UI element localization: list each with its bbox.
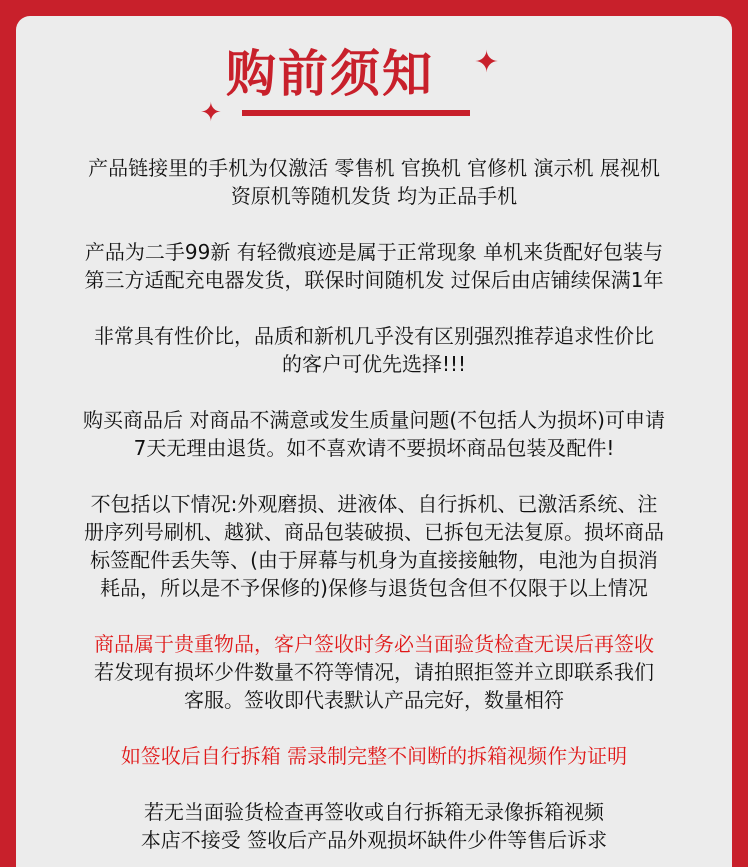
notice-section-returns xyxy=(29,406,719,462)
notice-line: 不包括以下情况:外观磨损、进液体、自行拆机、已激活系统、注 xyxy=(90,492,658,516)
notice-section-unboxing xyxy=(29,742,719,770)
notice-section-condition xyxy=(29,238,719,294)
notice-line: 第三方适配充电器发货，联保时间随机发 过保后由店铺续保满1年 xyxy=(84,268,664,292)
notice-line: 本店不接受 签收后产品外观损坏缺件少件等售后诉求 xyxy=(140,828,608,852)
notice-line: 产品链接里的手机为仅激活 零售机 官换机 官修机 演示机 展视机 xyxy=(88,156,660,180)
title-area xyxy=(16,38,732,128)
notice-section-exclusions xyxy=(29,490,719,602)
notice-line: 7天无理由退货。如不喜欢请不要损坏商品包装及配件! xyxy=(133,436,615,460)
notice-line: 的客户可优先选择!!! xyxy=(281,352,467,376)
notice-card xyxy=(16,16,732,867)
notice-section-inspection xyxy=(29,630,719,714)
notice-line: 标签配件丢失等、(由于屏幕与机身为直接接触物，电池为自损消 xyxy=(90,548,658,572)
notice-section-product-types xyxy=(29,154,719,210)
notice-line: 资原机等随机发货 均为正品手机 xyxy=(230,184,518,208)
notice-line: 若发现有损坏少件数量不符等情况，请拍照拒签并立即联系我们 xyxy=(94,660,654,684)
notice-line: 非常具有性价比，品质和新机几乎没有区别强烈推荐追求性价比 xyxy=(94,324,654,348)
page-title: 购前须知 xyxy=(226,45,434,103)
notice-section-disclaimer xyxy=(29,798,719,854)
notice-line: 购买商品后 对商品不满意或发生质量问题(不包括人为损坏)可申请 xyxy=(83,408,665,432)
notice-line: 册序列号刷机、越狱、商品包装破损、已拆包无法复原。损坏商品 xyxy=(84,520,664,544)
notice-line: 客服。签收即代表默认产品完好，数量相符 xyxy=(184,688,564,712)
sparkle-icon: ✦ xyxy=(200,98,222,128)
notice-line: 产品为二手99新 有轻微痕迹是属于正常现象 单机来货配好包装与 xyxy=(84,240,664,264)
title-underline xyxy=(242,110,470,116)
notice-line: 若无当面验货检查再签收或自行拆箱无录像拆箱视频 xyxy=(144,800,604,824)
notice-line: 耗品，所以是不予保修的)保修与退货包含但不仅限于以上情况 xyxy=(100,576,648,600)
notice-section-value xyxy=(29,322,719,378)
sparkle-icon: ✦ xyxy=(474,45,500,80)
warning-line: 如签收后自行拆箱 需录制完整不间断的拆箱视频作为证明 xyxy=(120,744,628,768)
warning-line: 商品属于贵重物品，客户签收时务必当面验货检查无误后再签收 xyxy=(94,632,654,656)
